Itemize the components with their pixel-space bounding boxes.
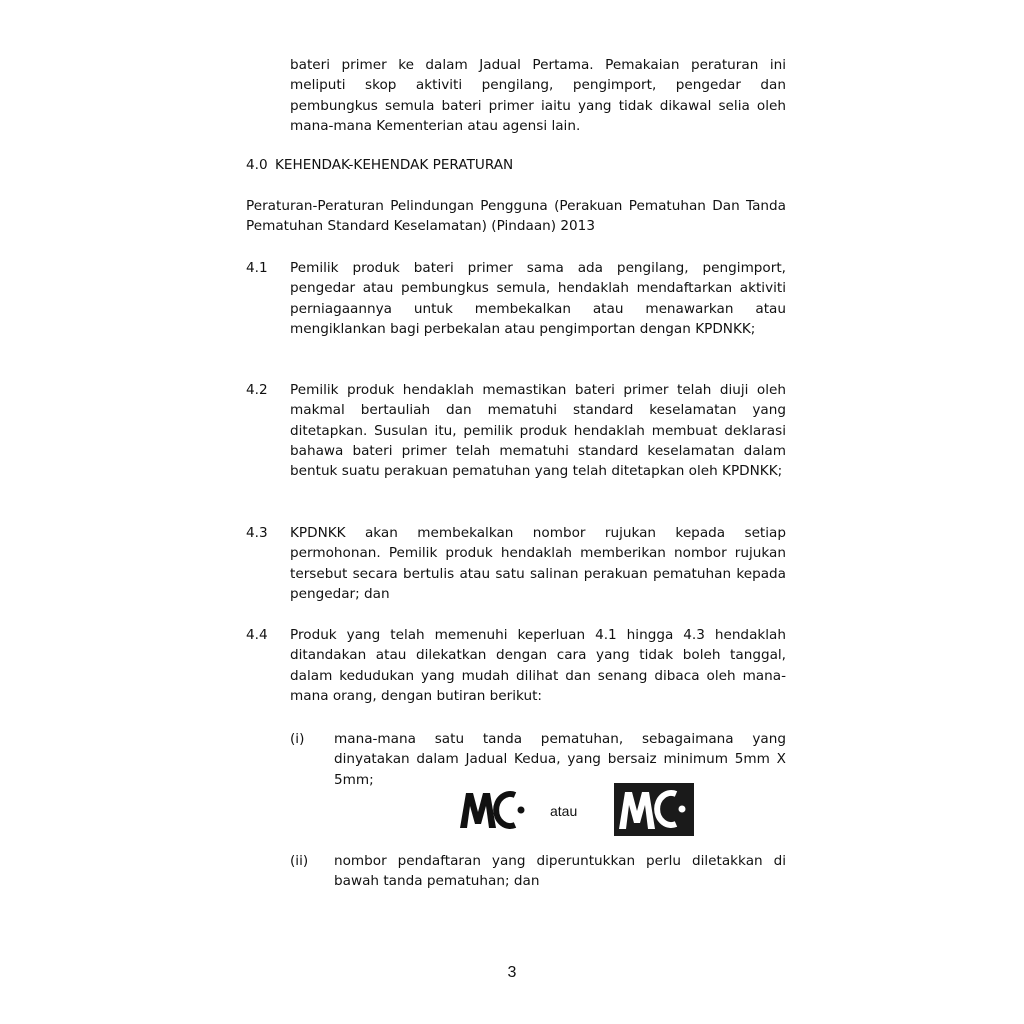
subitem-text: mana-mana satu tanda pematuhan, sebagaimana yang dinyatakan dalam Jadual Kedua, yang bersaiz minimum 5mm X 5mm; xyxy=(334,731,786,788)
subitem-text: nombor pendaftaran yang diperuntukkan perlu diletakkan di bawah tanda pematuhan; dan xyxy=(334,853,786,890)
item-text: Produk yang telah memenuhi keperluan 4.1 hingga 4.3 hendaklah ditandakan atau dilekatkan dengan cara yang tidak boleh tanggal, dalam kedudukan yang mudah dilihat dan senang dibaca oleh mana-mana orang, dengan butiran berikut: xyxy=(290,627,786,704)
mc-mark-logo xyxy=(458,790,534,830)
regulation-title: Peraturan-Peraturan Pelindungan Pengguna (Perakuan Pematuhan Dan Tanda Pematuhan Standard Keselamatan) (Pindaan) 2013 xyxy=(246,198,786,235)
item-number: 4.2 xyxy=(246,382,268,398)
mc-mark-inverted-logo xyxy=(614,783,694,836)
intro-paragraph: bateri primer ke dalam Jadual Pertama. Pemakaian peraturan ini meliputi skop aktiviti pengilang, pengimport, pengedar dan pembungkus semula bateri primer iaitu yang tidak dikawal selia oleh mana-mana Kementerian atau agensi lain. xyxy=(290,57,786,134)
subitem-number: (i) xyxy=(290,731,305,747)
item-text: Pemilik produk hendaklah memastikan bateri primer telah diuji oleh makmal bertauliah dan mematuhi standard keselamatan yang ditetapkan. Susulan itu, pemilik produk hendaklah membuat deklarasi bahawa bateri primer telah mematuhi standard keselamatan dalam bentuk suatu perakuan pematuhan yang telah ditetapkan oleh KPDNKK; xyxy=(290,382,786,480)
section-number: 4.0 xyxy=(246,157,268,173)
item-text: Pemilik produk bateri primer sama ada pengilang, pengimport, pengedar atau pembungkus semula, hendaklah mendaftarkan aktiviti perniagaannya untuk membekalkan atau menawarkan atau mengiklankan bagi perbekalan atau pengimportan dengan KPDNKK; xyxy=(290,260,786,337)
page-number: 3 xyxy=(507,964,517,981)
item-number: 4.4 xyxy=(246,627,268,643)
item-text: KPDNKK akan membekalkan nombor rujukan kepada setiap permohonan. Pemilik produk hendaklah memberikan nombor rujukan tersebut secara bertulis atau satu salinan perakuan pematuhan kepada pengedar; dan xyxy=(290,525,786,602)
section-title: KEHENDAK-KEHENDAK PERATURAN xyxy=(275,157,514,173)
logo-separator: atau xyxy=(550,803,578,819)
item-number: 4.1 xyxy=(246,260,268,276)
subitem-number: (ii) xyxy=(290,853,309,869)
item-number: 4.3 xyxy=(246,525,268,541)
